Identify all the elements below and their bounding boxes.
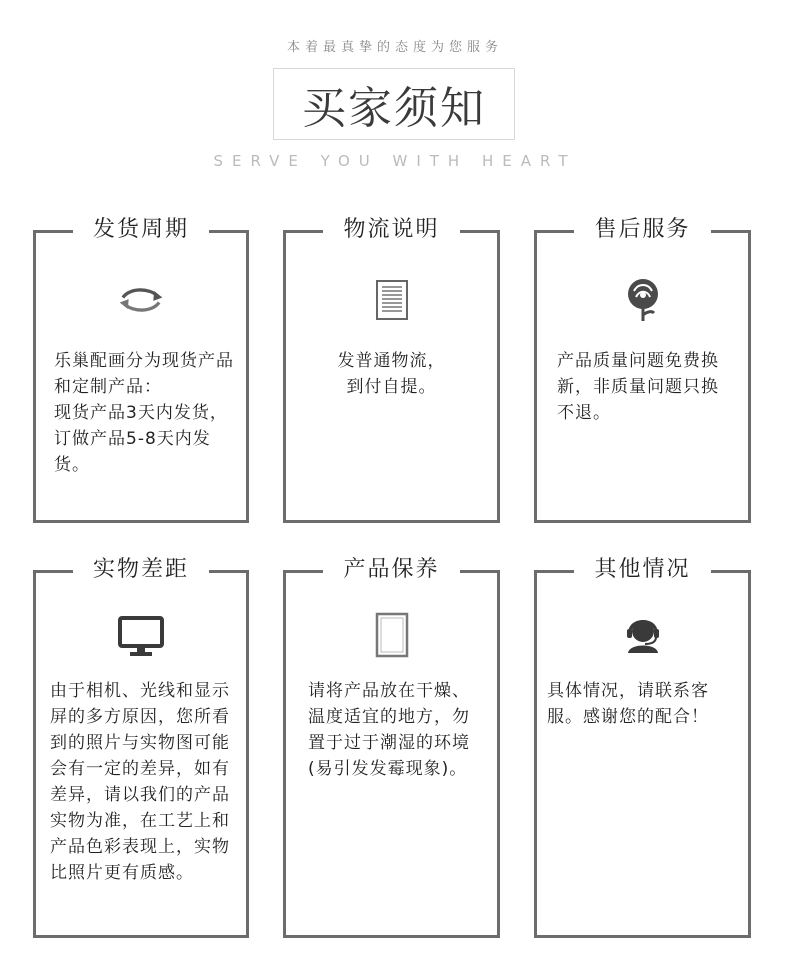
card-shipping-cycle — [33, 217, 249, 523]
card-title: 物流说明 — [286, 215, 497, 245]
document-list-icon — [369, 277, 415, 323]
card-physical-difference — [33, 557, 249, 938]
header-title-english: SERVE YOU WITH HEART — [213, 152, 577, 170]
card-logistics — [283, 217, 500, 523]
card-title: 其他情况 — [537, 555, 748, 585]
card-title: 售后服务 — [537, 215, 748, 245]
card-title: 产品保养 — [286, 555, 497, 585]
card-other-situations — [534, 557, 751, 938]
picture-frame-icon — [369, 612, 415, 658]
customer-service-icon — [620, 612, 666, 658]
refresh-arrows-icon — [118, 277, 164, 323]
card-text: 请将产品放在干燥、温度适宜的地方，勿置于过于潮湿的环境(易引发发霉现象)。 — [308, 681, 470, 779]
card-title: 发货周期 — [36, 215, 246, 245]
page-title: 买家须知 — [273, 68, 515, 140]
card-text: 乐巢配画分为现货产品和定制产品： 现货产品3天内发货，订做产品5-8天内发货。 — [54, 351, 234, 475]
card-text: 由于相机、光线和显示屏的多方原因，您所看到的照片与实物图可能会有一定的差异，如有差异，请以我们的产品实物为准，在工艺上和产品色彩表现上，实物比照片更有质感。 — [50, 681, 230, 883]
card-after-sales — [534, 217, 751, 523]
card-text: 产品质量问题免费换新，非质量问题只换不退。 — [557, 351, 719, 423]
card-title: 实物差距 — [36, 555, 246, 585]
header-subtitle: 本着最真挚的态度为您服务 — [286, 40, 503, 55]
card-text: 具体情况，请联系客服。感谢您的配合！ — [547, 681, 709, 727]
monitor-icon — [118, 614, 164, 660]
card-product-care — [283, 557, 500, 938]
rose-icon — [620, 277, 666, 323]
card-text: 发普通物流， 到付自提。 — [337, 351, 446, 397]
